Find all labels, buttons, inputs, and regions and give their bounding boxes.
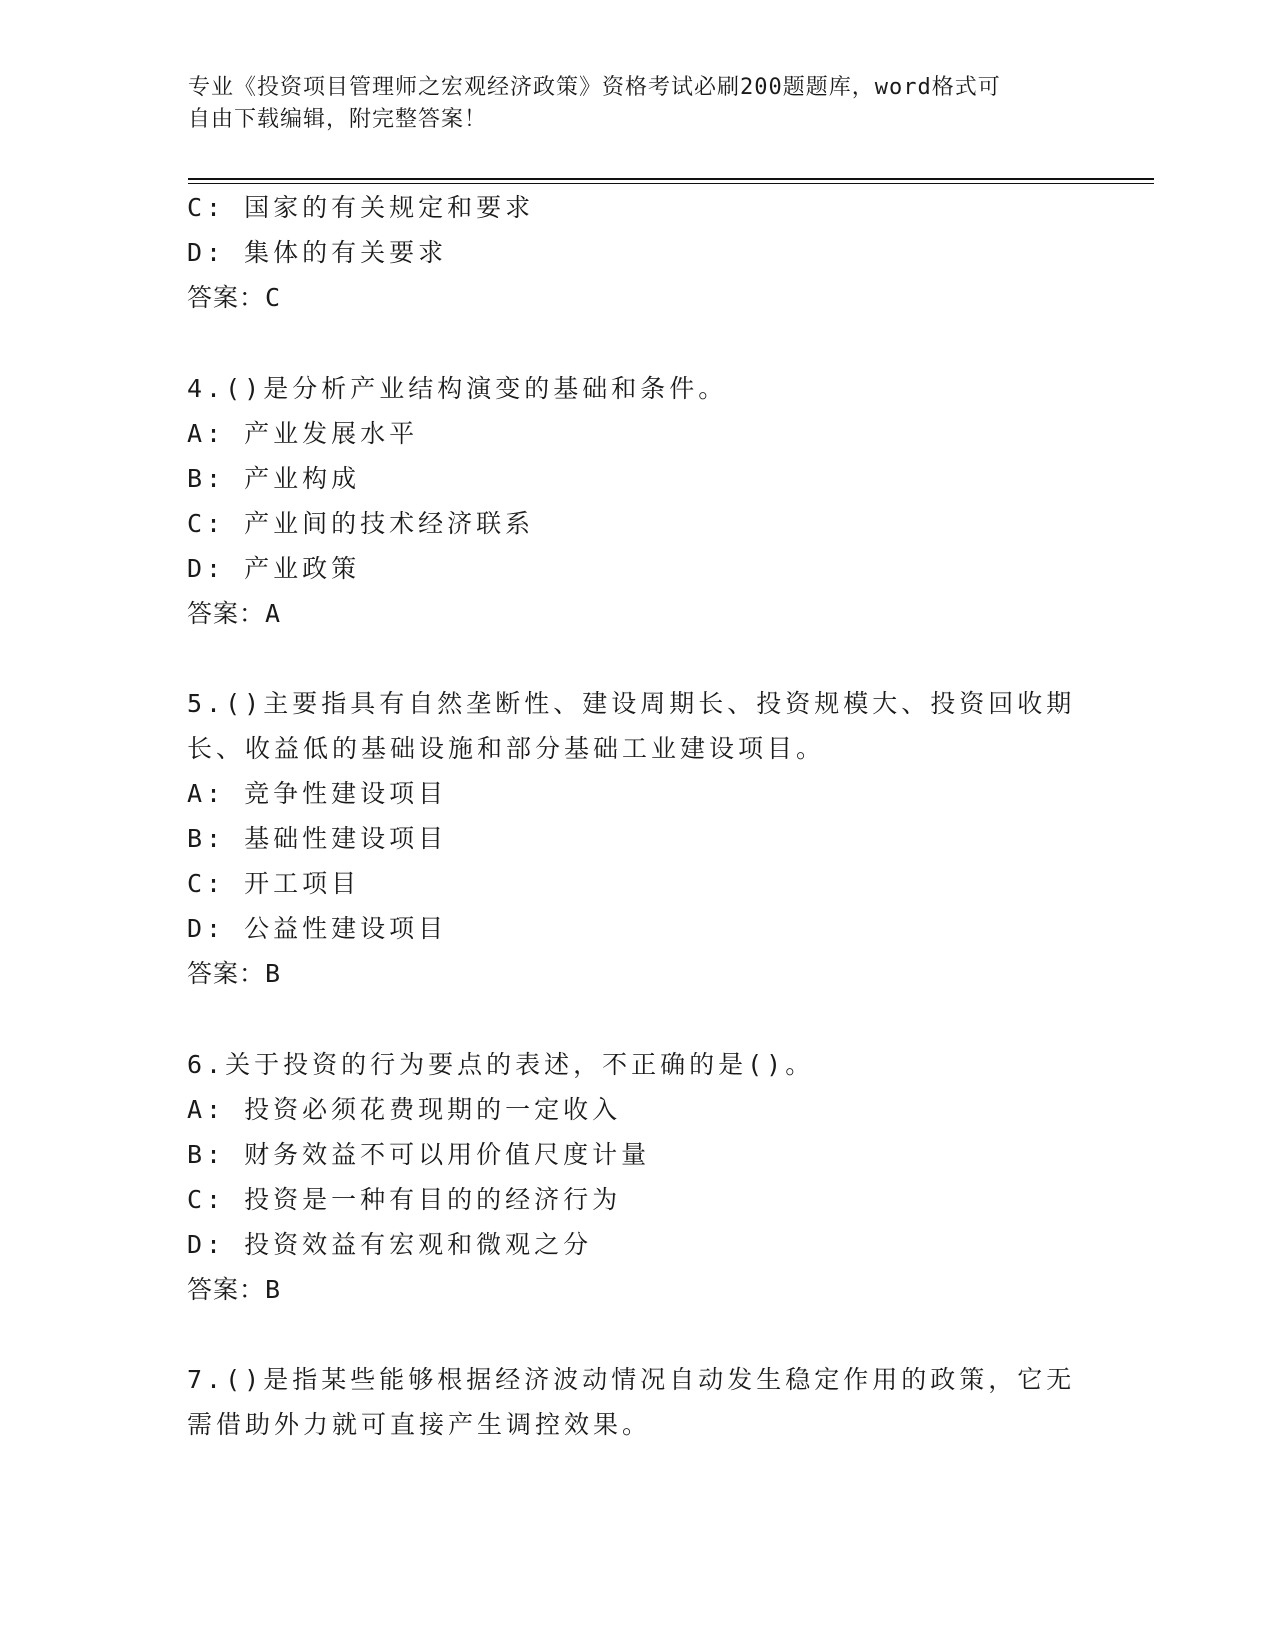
q3-option-c: C: 国家的有关规定和要求 (187, 193, 535, 222)
answer-label: 答案： (187, 1275, 266, 1304)
q6-answer (187, 1273, 281, 1307)
q6-stem: 6.关于投资的行为要点的表述，不正确的是()。 (187, 1050, 815, 1079)
answer-value: B (265, 959, 282, 988)
q5-stem-line-2: 长、收益低的基础设施和部分基础工业建设项目。 (187, 734, 826, 763)
q5-option-d: D: 公益性建设项目 (187, 914, 448, 943)
header-line-1: 专业《投资项目管理师之宏观经济政策》资格考试必刷200题题库，word格式可 (188, 75, 1001, 100)
q7-stem-line-1: 7.()是指某些能够根据经济波动情况自动发生稳定作用的政策，它无 (187, 1365, 1076, 1394)
answer-value: C (265, 283, 282, 312)
q6-option-b: B: 财务效益不可以用价值尺度计量 (187, 1140, 651, 1169)
q4-stem: 4.()是分析产业结构演变的基础和条件。 (187, 374, 728, 403)
answer-value: A (265, 599, 282, 628)
q4-answer (187, 597, 281, 631)
q3-option-d: D: 集体的有关要求 (187, 238, 448, 267)
q4-option-c: C: 产业间的技术经济联系 (187, 509, 535, 538)
q5-stem-line-1: 5.()主要指具有自然垄断性、建设周期长、投资规模大、投资回收期 (187, 689, 1076, 718)
header-divider-thin (188, 183, 1154, 184)
q5-answer (187, 957, 281, 991)
q6-option-c: C: 投资是一种有目的的经济行为 (187, 1185, 622, 1214)
q6-option-d: D: 投资效益有宏观和微观之分 (187, 1230, 593, 1259)
document-header (188, 72, 1078, 136)
header-divider-thick (188, 178, 1154, 180)
answer-label: 答案： (187, 599, 266, 628)
q7-stem-line-2: 需借助外力就可直接产生调控效果。 (187, 1410, 652, 1439)
answer-label: 答案： (187, 959, 266, 988)
q4-option-a: A: 产业发展水平 (187, 419, 419, 448)
answer-label: 答案： (187, 283, 266, 312)
q5-option-c: C: 开工项目 (187, 869, 361, 898)
q4-option-d: D: 产业政策 (187, 554, 361, 583)
header-line-2: 自由下载编辑，附完整答案！ (188, 107, 488, 132)
q5-option-a: A: 竞争性建设项目 (187, 779, 448, 808)
q5-option-b: B: 基础性建设项目 (187, 824, 448, 853)
q6-option-a: A: 投资必须花费现期的一定收入 (187, 1095, 622, 1124)
answer-value: B (265, 1275, 282, 1304)
q4-option-b: B: 产业构成 (187, 464, 361, 493)
q3-answer (187, 281, 281, 315)
